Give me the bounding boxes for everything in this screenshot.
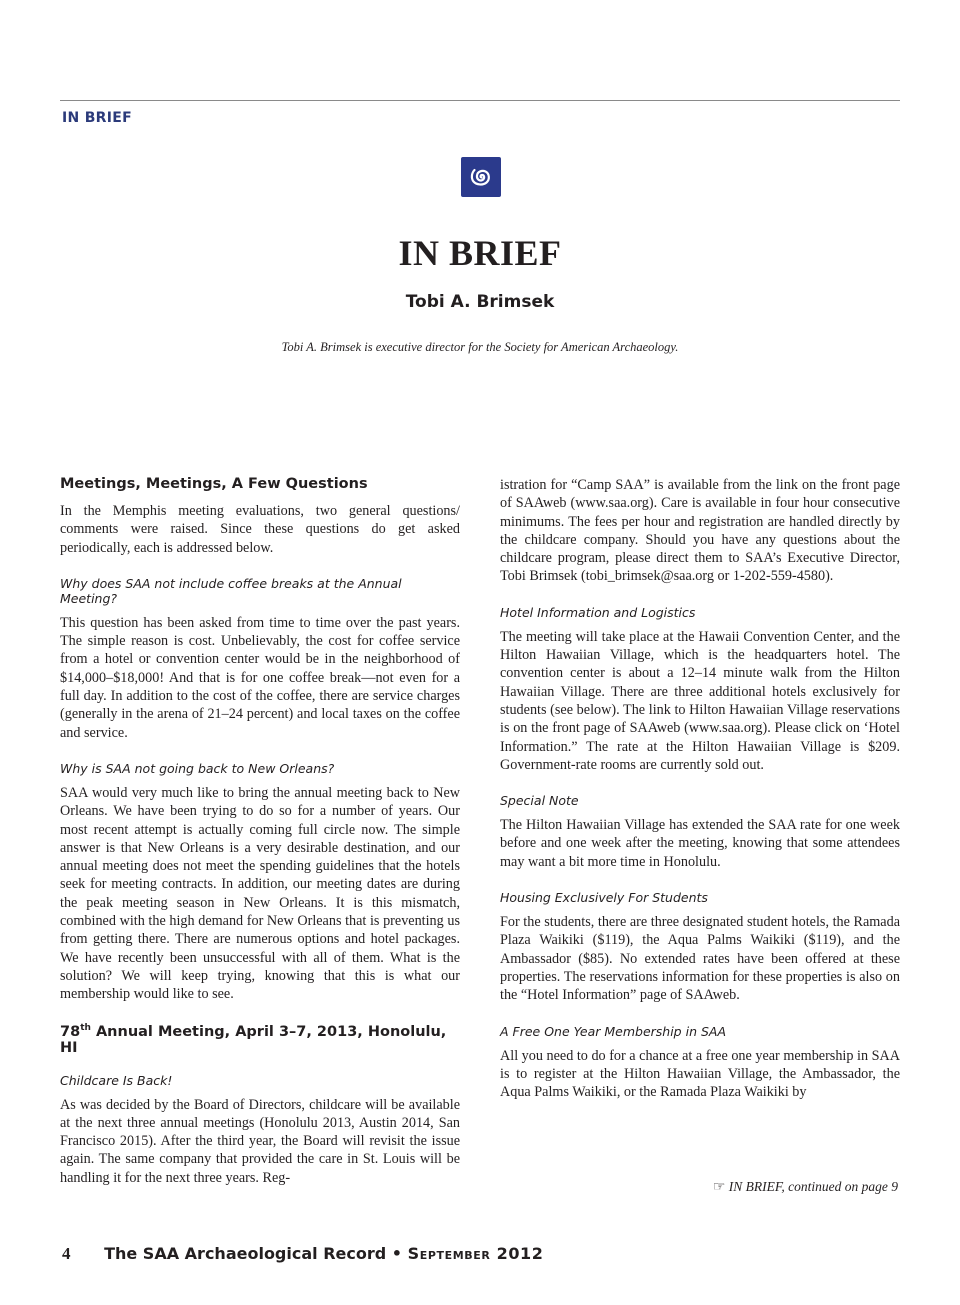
publication-title: The SAA Archaeological Record [104, 1244, 387, 1263]
author-note: Tobi A. Brimsek is executive director for the Society for American Archaeology. [281, 340, 679, 354]
section-paragraph: SAA would very much like to bring the annual meeting back to New Orleans. We have been trying to do so for a number of years. Our most recent attempt is actually coming full circle now. The simple answer is that New Orleans is a very desirable destination, and our annual meeting does not meet the spending guidelines that the hotels seek for meeting contracts. In addition, our meeting dates are during the peak meeting season in New Orleans. It is this mismatch, combined with the high demand for New Orleans that is preventing us from getting there. There are numerous options and hotel packages. We have recently been unsuccessful with all of them. What is the solution? We will keep trying, knowing that this is what our membership would like to see. [60, 784, 460, 1003]
section-heading: Meetings, Meetings, A Few Questions [60, 476, 368, 492]
page-footer [62, 1244, 544, 1264]
pointing-hand-icon: ☞ [712, 1180, 726, 1195]
footer-bullet: • [391, 1244, 403, 1263]
section-paragraph: For the students, there are three designated student hotels, the Ramada Plaza Waikiki ($119), the Aqua Palms Waikiki ($119), and the Ambassador ($85). No extended rates have been offered at these properties. The reservations information for these properties is also on the “Hotel Information” page of SAAweb. [500, 914, 900, 1004]
subsection-heading: Housing Exclusively For Students [500, 890, 708, 906]
continued-note [713, 1179, 898, 1196]
right-column [500, 476, 900, 1101]
heading-ordinal-suffix: th [80, 1022, 91, 1033]
top-rule [60, 100, 900, 101]
subsection-heading: Childcare Is Back! [60, 1072, 173, 1088]
saa-spiral-logo-icon [461, 157, 501, 197]
section-paragraph: istration for “Camp SAA” is available from the link on the front page of SAAweb (www.saa.org). Care is available in four hour consecutive minimums. The fees per hour and registration are handled directly by the childcare company. Should you have any questions about the childcare program, please direct them to SAA’s Executive Director, Tobi Brimsek (tobi_brimsek@saa.org or 1-202-559-4580). [500, 477, 900, 585]
page-number: 4 [62, 1244, 71, 1263]
section-paragraph: The Hilton Hawaiian Village has extended the SAA rate for one week before and one week after the meeting, knowing that some attendees may want a bit more time in Honolulu. [500, 817, 900, 870]
heading-text: Annual Meeting, April 3–7, 2013, Honolulu, HI [60, 1023, 447, 1056]
section-paragraph: In the Memphis meeting evaluations, two general questions/ comments were raised. Since these questions do get asked periodically, each is addressed below. [60, 503, 460, 556]
subsection-heading: Why is SAA not going back to New Orleans? [60, 760, 335, 776]
subsection-heading: Special Note [500, 793, 579, 809]
section-paragraph: All you need to do for a chance at a free one year membership in SAA is to register at the Hilton Hawaiian Village, the Ambassador, the Aqua Palms Waikiki, or the Ramada Plaza Waikiki by [500, 1047, 900, 1101]
issue-date: September 2012 [407, 1244, 544, 1263]
running-head: IN BRIEF [62, 110, 132, 126]
left-column [60, 476, 460, 1187]
section-paragraph: This question has been asked from time to time over the past years. The simple reason is cost. Unbelievably, the cost for coffee service from a hotel or convention center would be in the neighborhood of $14,000–$18,000! And that is for one coffee break—not even for a full day. In addition to the cost of the coffee, there are service charges (generally in the arena of 21–24 percent) and local taxes on the coffee and service. [60, 614, 460, 741]
section-paragraph: As was decided by the Board of Directors, childcare will be available at the next three annual meetings (Honolulu 2013, Austin 2014, San Francisco 2015). After the third year, the Board will revisit the issue again. The same company that provided the care in St. Louis will be handling it for the next three years. Reg- [60, 1096, 460, 1186]
continued-text: IN BRIEF, continued on page 9 [728, 1179, 898, 1194]
article-title: IN BRIEF [398, 233, 562, 273]
subsection-heading: A Free One Year Membership in SAA [500, 1023, 726, 1039]
article-author: Tobi A. Brimsek [405, 292, 555, 312]
heading-number: 78 [60, 1023, 81, 1040]
subsection-heading: Why does SAA not include coffee breaks at the Annual Meeting? [60, 575, 402, 606]
subsection-heading: Hotel Information and Logistics [500, 604, 696, 620]
section-heading [60, 1024, 460, 1056]
section-paragraph: The meeting will take place at the Hawaii Convention Center, and the Hilton Hawaiian Village, which is the headquarters hotel. The convention center is about a 12–14 minute walk from the Hilton Hawaiian Village. There are three additional hotels exclusively for students (see below). The link to Hilton Hawaiian Village reservations is on the front page of SAAweb (www.saa.org). Please click on ‘Hotel Information.” The rate at the Hilton Hawaiian Village is $209. Government-rate rooms are currently sold out. [500, 628, 900, 773]
